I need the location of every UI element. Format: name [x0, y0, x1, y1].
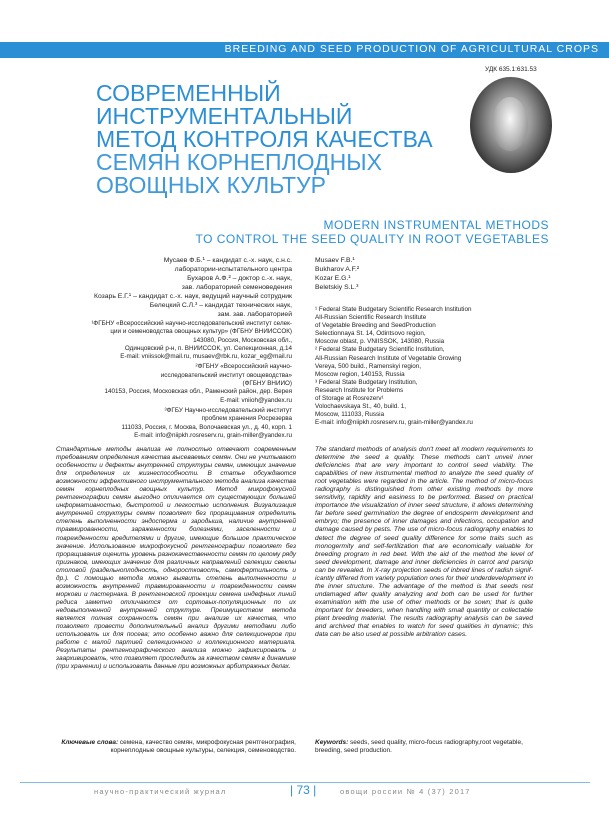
author-ru-line: Белецкий С.Л.³ – кандидат технических наук,	[149, 302, 292, 309]
keywords-russian	[56, 739, 296, 755]
affiliation-en-line: Moscow region, 140153, Russia	[315, 370, 405, 378]
author-ru-line: Мусаев Ф.Б.¹ – кандидат с.-х. наук, с.н.с.	[163, 257, 292, 264]
author-ru-line: лаборатории-испытательного центра	[174, 266, 292, 273]
affiliation-en-line: Moscow oblast, p. VNIISSOK, 143080, Russia	[315, 338, 445, 346]
affiliation-en-line: Moscow, 111033, Russia	[315, 411, 385, 419]
author-en-line: Beletskiy S.L.³	[315, 284, 359, 291]
section-banner-text: BREEDING AND SEED PRODUCTION OF AGRICULTURAL CROPS	[224, 43, 599, 55]
section-banner	[0, 42, 609, 58]
footer-journal-type: научно-практический журнал	[94, 787, 227, 796]
affiliations-russian	[20, 320, 292, 440]
affiliation-ru-line: ¹ФГБНУ «Всероссийский научно-исследовательский институт селек-	[91, 320, 292, 327]
affiliation-en-line: ¹ Federal State Budgetary Scientific Research Institution	[315, 306, 472, 313]
affiliation-ru-line: 140153, Россия, Московская обл., Раменский район, дер. Верея	[104, 388, 292, 396]
title-english	[195, 218, 549, 246]
authors-english	[315, 256, 435, 292]
affiliation-ru-line: 143080, Россия, Московская обл.,	[193, 336, 292, 344]
affiliation-en-line: Selectionnaya St. 14, Odintsovo region,	[315, 330, 426, 338]
keywords-english	[315, 739, 533, 755]
affiliation-en-line: All-Russian Scientific Research Institute	[315, 314, 427, 322]
affiliation-ru-line: проблем хранения Росрезерва	[201, 415, 292, 423]
title-ru-line-2: ИНСТРУМЕНТАЛЬНЫЙ	[96, 103, 353, 129]
affiliation-en-line: All-Russian Research Institute of Vegetable Growing	[315, 354, 462, 362]
affiliation-ru-line: E-mail: vniissok@mail.ru, musaev@rbk.ru, kozar_eg@mail.ru	[120, 353, 292, 361]
keywords-en-label: Keywords:	[315, 739, 349, 746]
abstract-russian: Стандартные методы анализа не полностью отвечают современным требованиям определения качества высеваемых семян. Они не учитывают особенности и дефекты внутренней структуры семян, имеющих значение для определения их жизнеспособности. В статье обсуждаются возможности эффективного инструментального метода анализа качества семян корнеплодных овощных культур. Метод микрофокусной рентгенографии семян выгодно отличается от существующих большей информативностью, быстротой и легкостью исполнения. Визуализация внутренней структуры семян позволяет без проращивания определить степень выполненности эндосперма и зародыша, наличие внутренней травмированности, зараженности болезнями, заселенности и поврежденности вредителями и другие, имеющие большое практическое значение. Использование микрофокусной рентгенографии позволяет без проращивания оценить уровень разнокачественности семян по целому ряду признаков, имеющих значение для различных направлений селекции свеклы столовой (раздельноплодность, однoростковость, самофертильность и др.). С помощью метода можно выявить степень выполненности и возможность внутренней травмированности и поврежденности семян моркови и пастернака. В рентгеновской проекции семена индефных линий редиса заметно отличаются от сортовых-популяционных по их недовыполненной внутренней структуре. Преимуществом метода является полная сохранность семян при анализе их качества, что позволяет провести дополнительный анализ другими методами либо использовать их для посева; это особенно важно для селекционеров при работе с малой партией селекционного и коллекционного материала. Результаты рентгенографического анализа можно зафиксировать и заархивировать, что позволяет проследить за качеством семян в динамике (при хранении) и использовать данные при возможных арбитражных делах.	[56, 446, 296, 671]
affiliation-ru-line: ции и семеноводства овощных культур» (ФГБНУ ВНИИССОК)	[110, 328, 292, 336]
seed-xray-image	[470, 77, 552, 173]
title-russian	[96, 82, 433, 197]
affiliation-ru-line: 111033, Россия, г. Москва, Волочаевская ул., д. 40, корп. 1	[121, 423, 292, 431]
affiliation-ru-line: (ФГБНУ ВНИИО)	[242, 380, 292, 388]
affiliations-english	[315, 306, 525, 427]
keywords-en-text: seeds, seed quality, micro-focus radiography,root vegetable, breeding, seed production.	[315, 739, 523, 755]
affiliation-ru-line: ³ФГБУ Научно-исследовательский институт	[164, 406, 292, 414]
author-en-line: Musaev F.B.¹	[315, 257, 355, 264]
author-ru-line: Бухаров А.Ф.² – доктор с.-х. наук,	[187, 275, 292, 282]
udk-code: УДК 635.1:631.53	[485, 66, 537, 73]
affiliation-ru-line: E-mail: info@niipkh.rosreserv.ru, grain-miller@yandex.ru	[134, 431, 292, 439]
author-ru-line: зам. зав. лабораторией	[217, 311, 292, 318]
page-number: | 73 |	[290, 783, 317, 797]
affiliation-en-line: Volochaevskaya St., 40, build. 1,	[315, 403, 407, 411]
title-en-line-2: TO CONTROL THE SEED QUALITY IN ROOT VEGETABLES	[195, 232, 549, 246]
title-en-line-1: MODERN INSTRUMENTAL METHODS	[323, 218, 549, 232]
seed-core-shape	[492, 97, 528, 151]
affiliation-en-line: Vereya, 500 build., Ramenskyi region,	[315, 362, 422, 370]
author-ru-line: Козарь Е.Г.¹ – кандидат с.-х. наук, ведущий научный сотрудник	[93, 293, 292, 300]
author-ru-line: зав. лабораторией семеноведения	[181, 284, 292, 291]
title-ru-line-5: ОВОЩНЫХ КУЛЬТУР	[96, 172, 327, 198]
affiliation-en-line: E-mail: info@niipkh.rosreserv.ru, grain-miller@yandex.ru	[315, 419, 473, 427]
keywords-ru-text: семена, качество семян, микрофокусная рентгенография, корнеплодные овощные культуры, селекция, семеноводство.	[110, 739, 296, 755]
author-en-line: Kozar E.G.¹	[315, 275, 351, 282]
affiliation-ru-line: Одинцовский р-н, п. ВНИИССОК, ул. Селекционная, д.14	[124, 344, 292, 352]
title-ru-line-3: МЕТОД КОНТРОЛЯ КАЧЕСТВА	[96, 126, 433, 152]
affiliation-ru-line: ²ФГБНУ «Всероссийский научно-	[195, 363, 292, 371]
affiliation-ru-line: E-mail: vniioh@yandex.ru	[220, 396, 292, 404]
affiliation-ru-line: исследовательский институт овощеводства»	[160, 371, 292, 379]
abstract-english: The standard methods of analysis don't meet all modern requirements to determine the seed a quality. These methods can't unveil inner deficiencies that are very important to control seed viability. The capabilities of new instrumental method to analyze the seed quality of root vegetables were regarded in the article. The method of micro-focus radiography is distinguished from other existing methods by more sensitivity, rapidity and easiness to be performed. Based on practical importance the visualization of inner seed structure, it allows determining far before seed germination the degree of endosperm development and embryo; the presence of inner damages and infections, occupation and damage caused by pests. The use of micro-focus radiography enables to detect the degree of seed quality difference for some traits such as monogermity and self-fertilization that are economically valuable for breeding program in red beet. With the aid of the method the level of seed development, damage and inner deficiencies in carrot and parsnip can be revealed. In X-ray projection seeds of inbred lines of radish significantly differed from variety population ones for their underdevelopment in the inner structure. The advantage of the method is that seeds rest undamaged after quality analyzing and both can be used for further examination with the use of other methods or be sown; that is quite important for breeders, when handling with small quantity or collectable plant breeding material. The results radiography analysis can be saved and archived that enables to watch for seed qualities in dynamic; this data can be also used at possible arbitration cases.	[315, 446, 533, 639]
authors-russian	[20, 256, 292, 319]
footer-journal-issue: овощи россии № 4 (37) 2017	[340, 787, 471, 796]
affiliation-en-line: ² Federal State Budgetary Scientific Institution,	[315, 346, 445, 354]
affiliation-en-line: ³ Federal State Budgetary Institution,	[315, 378, 418, 386]
affiliation-en-line: of Storage at Rosrezerv¹	[315, 395, 384, 403]
title-ru-line-1: СОВРЕМЕННЫЙ	[96, 80, 281, 106]
affiliation-en-line: Research Institute for Problems	[315, 386, 404, 394]
affiliation-en-line: of Vegetable Breeding and SeedProduction	[315, 322, 436, 330]
keywords-ru-label: Ключевые слова:	[61, 739, 119, 746]
title-ru-line-4: СЕМЯН КОРНЕПЛОДНЫХ	[96, 149, 382, 175]
author-en-line: Bukharov A.F.²	[315, 266, 360, 273]
